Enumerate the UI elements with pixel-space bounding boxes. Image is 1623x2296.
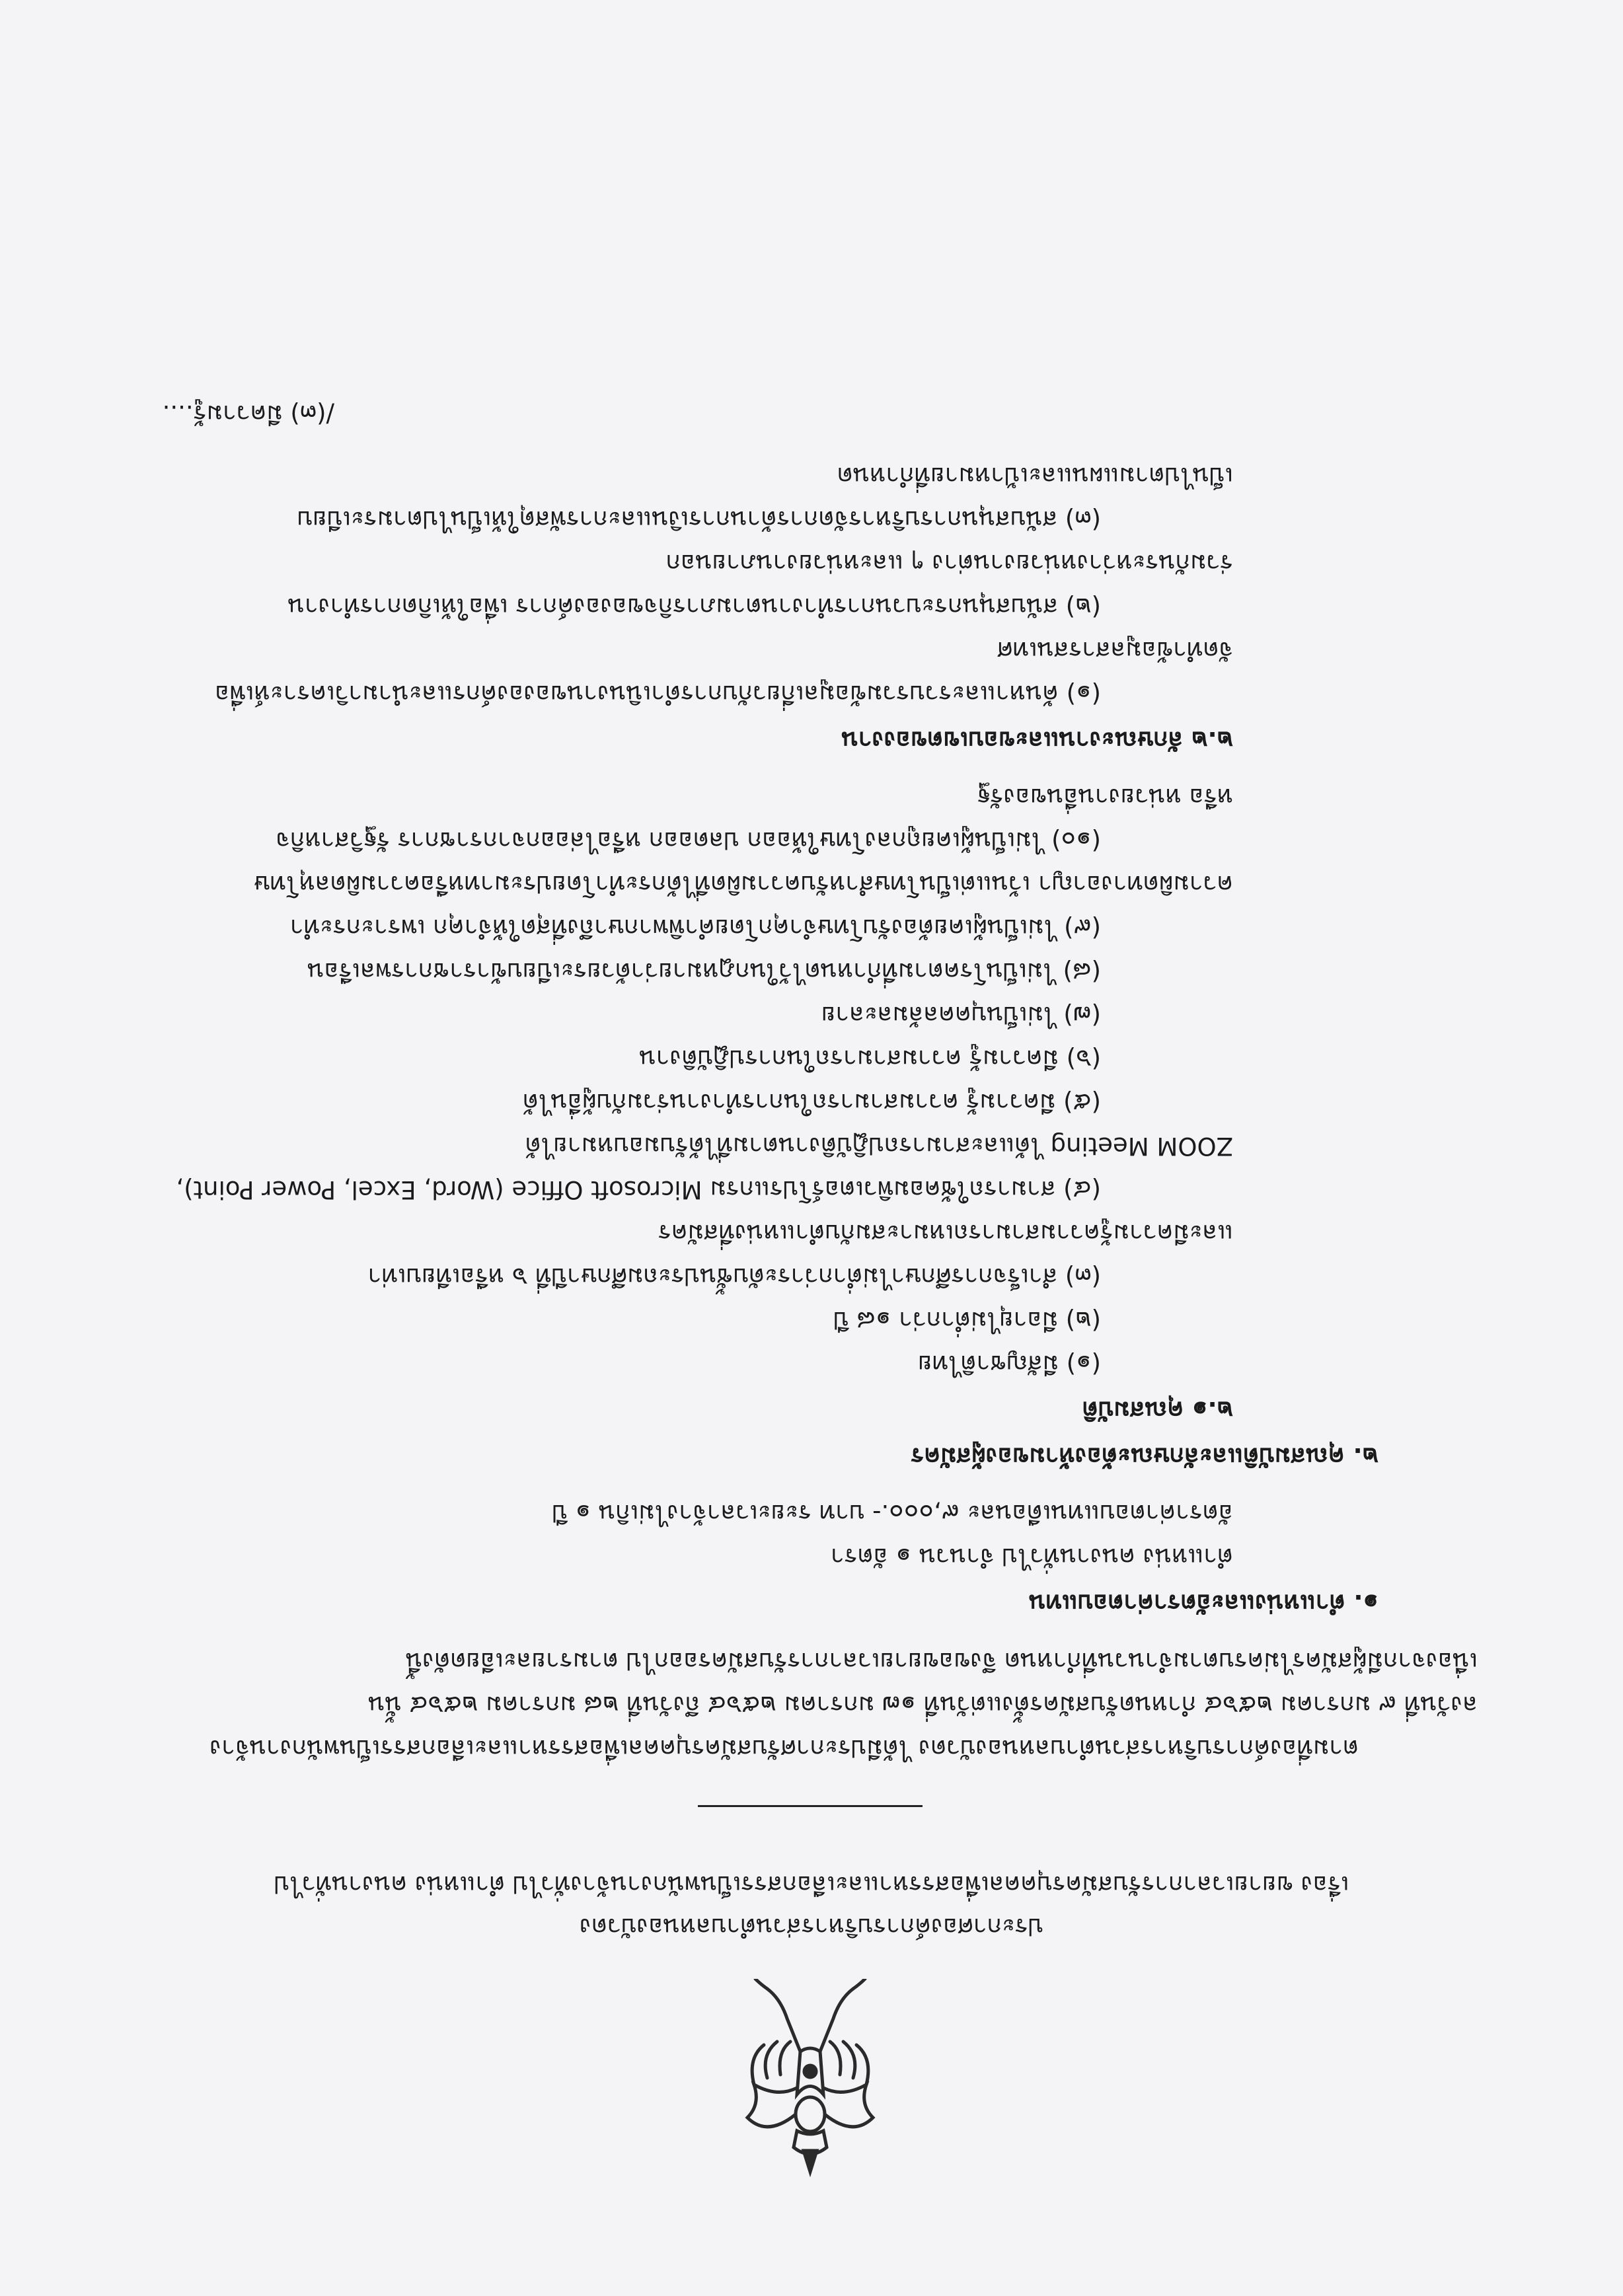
duty-item-cont: เป็นไปตามแผนและเป้าหมายที่กำหนด — [837, 462, 1233, 490]
section-2-2-heading: ๒.๒ ลักษณะงานและขอบเขตของงาน — [841, 726, 1233, 755]
qualification-item: (๑๐) ไม่เป็นผู้เคยถูกลงโทษให้ออก ปลดออก หรือไล่ออกจากราชการ รัฐวิสาหกิจ — [276, 827, 1101, 855]
qualification-item: (๕) มีความรู้ ความสามารถในการทำงานร่วมกับผู้อื่นได้ — [522, 1088, 1101, 1117]
intro-line-2: ลงวันที่ ๙ มกราคม ๒๕๖๔ กำหนดรับสมัครตั้งแต่วันที่ ๑๗ มกราคม ๒๕๖๔ ถึงวันที่ ๒๘ มกราคม ๒๕๖๔ นั้น — [368, 1691, 1478, 1719]
qualification-item: (๒) มีอายุไม่ต่ำกว่า ๑๘ ปี — [833, 1306, 1101, 1335]
duty-item: (๑) ค้นหาและรวบรวมข้อมูลเกี่ยวกับการดำเนินงานขององค์กรและนำมาวิเคราะห์เพื่อ — [215, 680, 1101, 708]
section-2-1-heading: ๒.๑ คุณสมบัติ — [1082, 1396, 1233, 1425]
garuda-emblem-icon — [741, 1979, 880, 2177]
intro-line-3: เนื่องจากมีผู้สมัครไม่ครบตามจำนวนที่กำหนด จึงขอขยายเวลาการรับสมัครออกไป ตามรายละเอียดดังนี้ — [405, 1647, 1478, 1676]
qualification-item-cont: ความผิดทางอาญา เว้นแต่เป็นโทษสำหรับความผิดที่ได้กระทำโดยประมาทหรือความผิดลหุโทษ — [253, 870, 1233, 899]
section-1-heading: ๑. ตำแหน่งและอัตราค่าตอบแทน — [1029, 1589, 1378, 1617]
qualification-item: (๘) ไม่เป็นโรคตามที่กำหนดไว้ในกฎหมายว่าด้วยระเบียบข้าราชการพลเรือน — [307, 957, 1101, 986]
qualification-item: (๔) สามารถใช้คอมพิวเตอร์โปรแกรม Microsoft Office (Word, Excel, Power Point), — [176, 1175, 1101, 1204]
qualification-item-cont: และมีความรู้ความสามารถเหมาะสมกับตำแหน่งที่สมัคร — [658, 1219, 1233, 1247]
announcement-title: ประกาศองค์การบริหารส่วนตำบลหนองบัวดง — [579, 1913, 1044, 1941]
page-continuation: /(๓) มีความรู้.... — [162, 400, 334, 428]
duty-item-cont: ร่วมกันระหว่างหน่วยงานต่าง ๆ และหน่วยงานภายนอก — [665, 549, 1233, 577]
announcement-subject: เรื่อง ขยายเวลาการรับสมัครบุคคลเพื่อสรรหาและเลือกสรรเป็นพนักงานจ้างทั่วไป ตำแหน่ง คนงานทั่วไป — [274, 1870, 1349, 1899]
duty-item: (๒) สนับสนุนกระบวนการทำงานตามภารกิจขององค์การ เพื่อให้เกิดการทำงาน — [287, 593, 1101, 621]
qualification-item: (๗) ไม่เป็นบุคคลล้มละลาย — [821, 1001, 1101, 1029]
section-1-line-1: ตำแหน่ง คนงานทั่วไป จำนวน ๑ อัตรา — [830, 1543, 1233, 1571]
qualification-item-cont: ZOOM Meeting ได้และสามารถปฏิบัติงานตามที่ได้รับมอบหมายได้ — [525, 1132, 1233, 1160]
section-1-line-2: อัตราค่าตอบแทนเดือนละ ๙,๐๐๐.- บาท ระยะเวลาจ้างไม่เกิน ๑ ปี — [552, 1499, 1233, 1528]
divider — [698, 1805, 923, 1807]
qualification-item: (๑) มีสัญชาติไทย — [917, 1350, 1101, 1378]
qualification-item: (๓) สำเร็จการศึกษาไม่ต่ำกว่าระดับชั้นประถมศึกษาปีที่ ๖ หรือเทียบเท่า — [367, 1263, 1101, 1291]
qualification-item: (๖) มีความรู้ ความสามารถในการปฏิบัติงาน — [639, 1045, 1101, 1073]
qualification-item: (๙) ไม่เป็นผู้เคยต้องรับโทษจำคุกโดยคำพิพากษาถึงที่สุดให้จำคุก เพราะกระทำ — [289, 914, 1101, 942]
section-2-heading: ๒. คุณสมบัติและลักษณะต้องห้ามของผู้สมัคร — [911, 1442, 1378, 1471]
qualification-item-cont: หรือ หน่วยงานอื่นของรัฐ — [977, 783, 1233, 811]
duty-item-cont: จัดทำข้อมูลสารสนเทศ — [997, 636, 1233, 665]
intro-line-1: ตามที่องค์การบริหารส่วนตำบลหนองบัวดง ได้มีประกาศรับสมัครบุคคลเพื่อสรรหาและเลือกสรรเป็นพนักงานจ้าง — [209, 1734, 1359, 1763]
duty-item: (๓) สนับสนุนการบริหารจัดการด้านการเงินและการพัสดุให้เป็นไปตามระเบียบ — [297, 505, 1101, 534]
